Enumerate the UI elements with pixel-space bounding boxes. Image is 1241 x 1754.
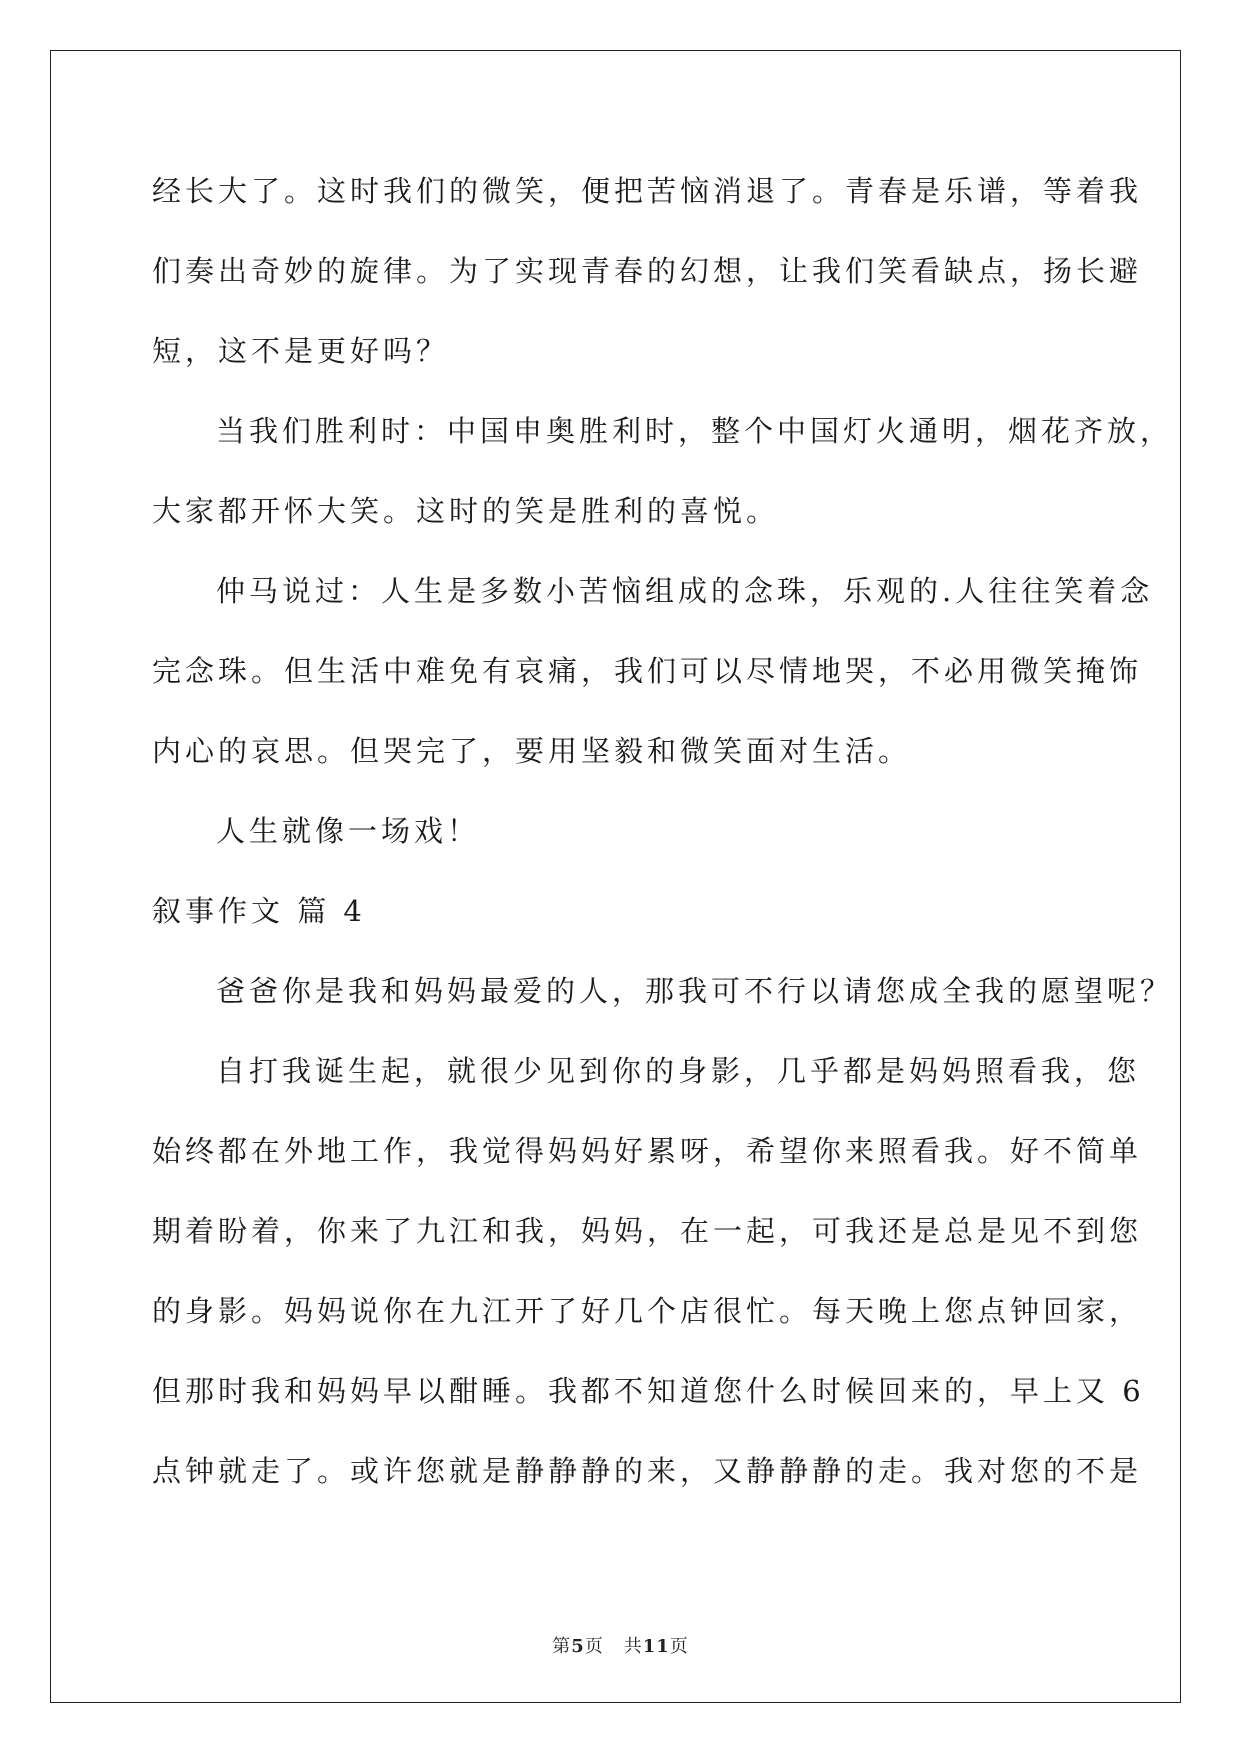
total-suffix: 页	[669, 1636, 689, 1657]
text-line: 期着盼着，你来了九江和我，妈妈，在一起，可我还是总是见不到您	[152, 1214, 1143, 1248]
total-prefix: 共	[623, 1636, 643, 1657]
text-line: 点钟就走了。或许您就是静静静的来，又静静静的走。我对您的不是	[152, 1454, 1143, 1488]
text-line: 完念珠。但生活中难免有哀痛，我们可以尽情地哭，不必用微笑掩饰	[152, 654, 1143, 688]
text-line: 内心的哀思。但哭完了，要用坚毅和微笑面对生活。	[152, 734, 912, 768]
paragraph-start: 当我们胜利时：中国申奥胜利时，整个中国灯火通明，烟花齐放，	[216, 414, 1174, 448]
paragraph-start: 仲马说过：人生是多数小苦恼组成的念珠，乐观的.人往往笑着念	[216, 574, 1154, 608]
paragraph-start: 爸爸你是我和妈妈最爱的人，那我可不行以请您成全我的愿望呢？	[216, 974, 1174, 1008]
paragraph-start: 自打我诞生起，就很少见到你的身影，几乎都是妈妈照看我，您	[216, 1054, 1141, 1088]
text-line: 的身影。妈妈说你在九江开了好几个店很忙。每天晚上您点钟回家，	[152, 1294, 1143, 1328]
text-line: 但那时我和妈妈早以酣睡。我都不知道您什么时候回来的，早上又 6	[152, 1374, 1145, 1408]
text-line: 短，这不是更好吗？	[152, 334, 450, 368]
page-prefix: 第	[552, 1636, 572, 1657]
text-line: 始终都在外地工作，我觉得妈妈好累呀，希望你来照看我。好不简单	[152, 1134, 1143, 1168]
paragraph-start: 人生就像一场戏！	[216, 814, 481, 848]
text-line: 大家都开怀大笑。这时的笑是胜利的喜悦。	[152, 494, 780, 528]
section-heading: 叙事作文 篇 4	[152, 894, 366, 928]
text-line: 们奏出奇妙的旋律。为了实现青春的幻想，让我们笑看缺点，扬长避	[152, 254, 1143, 288]
page-label: 页	[584, 1636, 604, 1657]
page-footer	[0, 1632, 1241, 1658]
current-page-number: 5	[571, 1636, 585, 1657]
text-line: 经长大了。这时我们的微笑，便把苦恼消退了。青春是乐谱，等着我	[152, 174, 1143, 208]
total-page-count: 11	[642, 1636, 670, 1657]
document-body	[152, 166, 1174, 1526]
